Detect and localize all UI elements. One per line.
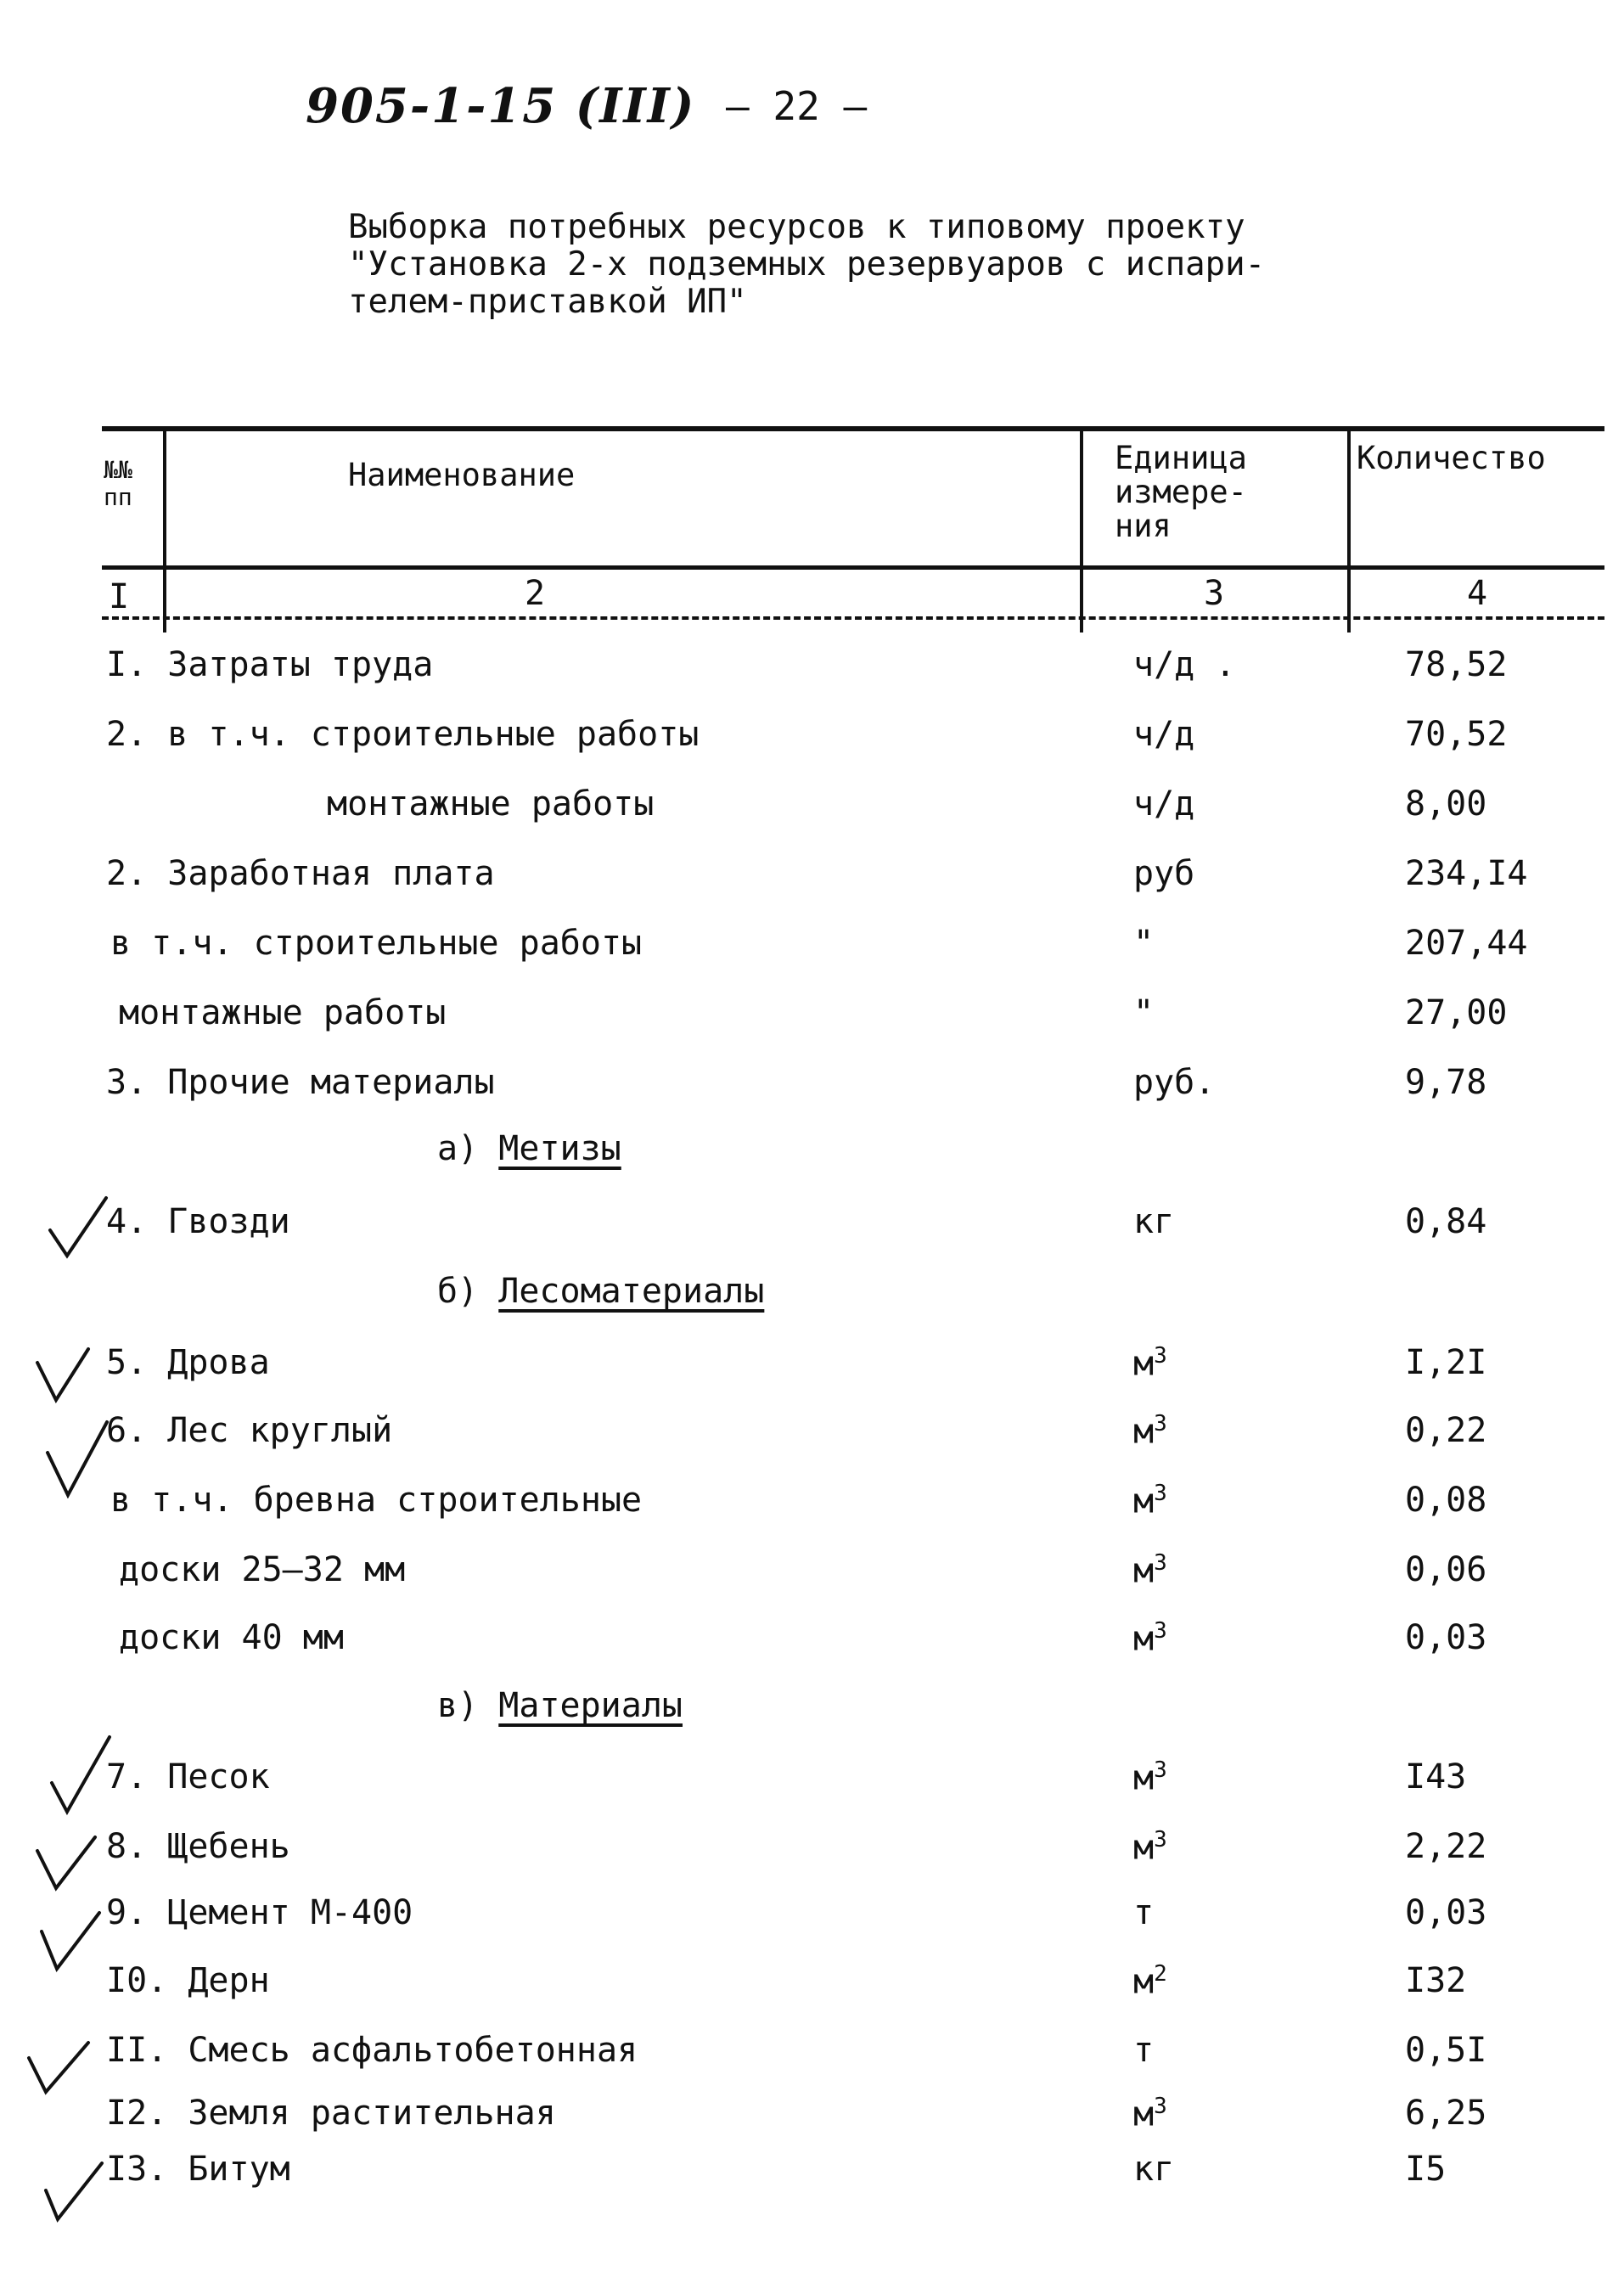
row-label: I. Затраты труда [106,645,434,684]
table-row [0,1827,1624,1897]
row-qty: 9,78 [1405,1063,1487,1102]
check-mark-icon [47,1732,115,1817]
col-number: I [109,577,130,616]
row-qty: I5 [1405,2150,1447,2189]
row-unit: ч/д [1133,784,1195,824]
table-row [0,993,1624,1063]
row-label: I2. Земля растительная [106,2094,556,2133]
header-num: №№ пп [104,456,132,511]
row-unit: " [1133,993,1155,1032]
title-line: "Установка 2-х подземных резервуаров с испари- [348,245,1266,284]
row-unit: $м^3$ [1133,1618,1167,1659]
row-qty: 207,44 [1405,924,1528,963]
title-line: телем-приставкой ИП" [348,283,747,321]
header-name: Наименование [348,457,576,493]
check-mark-icon [47,1193,110,1261]
row-unit: $м^3$ [1133,1827,1167,1868]
row-label: 6. Лес круглый [106,1411,393,1450]
row-qty: I43 [1405,1757,1467,1796]
table-dashed-rule [102,616,1604,620]
table-row [0,1757,1624,1827]
table-row [0,1411,1624,1481]
row-qty: 6,25 [1405,2094,1487,2133]
row-label: 7. Песок [106,1757,270,1796]
table-row [0,1343,1624,1413]
row-label: в т.ч. строительные работы [110,924,643,963]
row-qty: 78,52 [1405,645,1508,684]
section-heading: б) Лесоматериалы [437,1272,765,1311]
row-label: I3. Битум [106,2150,290,2189]
header-unit: Единица измере- ния [1115,440,1247,544]
row-label: 2. в т.ч. строительные работы [106,715,700,754]
document-title [348,209,1265,321]
row-unit: т [1133,2031,1155,2070]
row-qty: 0,06 [1405,1550,1487,1589]
header-qty: Количество [1357,440,1546,476]
check-mark-icon [25,2038,93,2097]
row-label: 2. Заработная плата [106,854,495,893]
check-mark-icon [38,1906,106,1974]
table-row [0,1618,1624,1688]
row-qty: 0,84 [1405,1202,1487,1241]
row-unit: руб. [1133,1063,1216,1102]
row-label: монтажные работы [327,784,655,824]
section-heading: в) Материалы [437,1686,683,1725]
row-qty: 70,52 [1405,715,1508,754]
table-row [0,1202,1624,1272]
table-row [0,2031,1624,2100]
table-row [0,2150,1624,2219]
table-row [0,1481,1624,1550]
table-top-rule [102,426,1604,431]
row-label: 3. Прочие материалы [106,1063,495,1102]
row-unit: " [1133,924,1155,963]
table-row [0,645,1624,715]
document-code: 905-1-15 (III) [306,78,696,134]
col-divider [163,429,166,632]
table-row [0,1893,1624,1963]
row-label: 8. Щебень [106,1827,290,1866]
row-unit: кг [1133,1202,1175,1241]
table-row [0,1961,1624,2031]
check-mark-icon [34,1825,102,1893]
row-unit: $м^3$ [1133,1343,1167,1384]
row-label: 9. Цемент М-400 [106,1893,413,1932]
row-qty: I32 [1405,1961,1467,2000]
table-row [0,1063,1624,1133]
table-row [0,715,1624,784]
row-qty: 0,03 [1405,1893,1487,1932]
row-unit: $м^3$ [1133,2094,1167,2134]
row-qty: 2,22 [1405,1827,1487,1866]
row-label: в т.ч. бревна строительные [110,1481,643,1520]
col-number: 3 [1204,574,1225,613]
row-label: 4. Гвозди [106,1202,290,1241]
table-row [0,784,1624,854]
row-unit: $м^3$ [1133,1481,1167,1521]
page-number: – 22 – [726,83,868,129]
row-label: I0. Дерн [106,1961,270,2000]
col-number: 4 [1467,574,1488,613]
row-label: доски 25–32 мм [119,1550,406,1589]
check-mark-icon [34,1337,98,1405]
row-qty: 0,22 [1405,1411,1487,1450]
row-unit: $м^3$ [1133,1757,1167,1798]
row-qty: 0,08 [1405,1481,1487,1520]
row-qty: 27,00 [1405,993,1508,1032]
row-label: монтажные работы [119,993,447,1032]
col-divider [1347,429,1351,632]
row-label: 5. Дрова [106,1343,270,1382]
title-line: Выборка потребных ресурсов к типовому проекту [348,208,1245,246]
table-header-bottom-rule [102,565,1604,570]
row-unit: т [1133,1893,1155,1932]
table-row [0,854,1624,924]
row-unit: ч/д . [1133,645,1236,684]
table-row [0,1550,1624,1620]
check-mark-icon [42,1414,110,1498]
row-label: II. Смесь асфальтобетонная [106,2031,638,2070]
row-qty: 8,00 [1405,784,1487,824]
row-unit: кг [1133,2150,1175,2189]
check-mark-icon [42,2156,110,2224]
col-number: 2 [525,574,546,613]
row-qty: I,2I [1405,1343,1487,1382]
table-row [0,924,1624,993]
row-qty: 234,I4 [1405,854,1528,893]
row-unit: $м^2$ [1133,1961,1167,2002]
row-unit: руб [1133,854,1195,893]
row-unit: $м^3$ [1133,1550,1167,1591]
row-label: доски 40 мм [119,1618,344,1657]
row-unit: ч/д [1133,715,1195,754]
row-qty: 0,03 [1405,1618,1487,1657]
row-qty: 0,5I [1405,2031,1487,2070]
col-divider [1080,429,1083,632]
row-unit: $м^3$ [1133,1411,1167,1452]
section-heading: а) Метизы [437,1129,621,1168]
